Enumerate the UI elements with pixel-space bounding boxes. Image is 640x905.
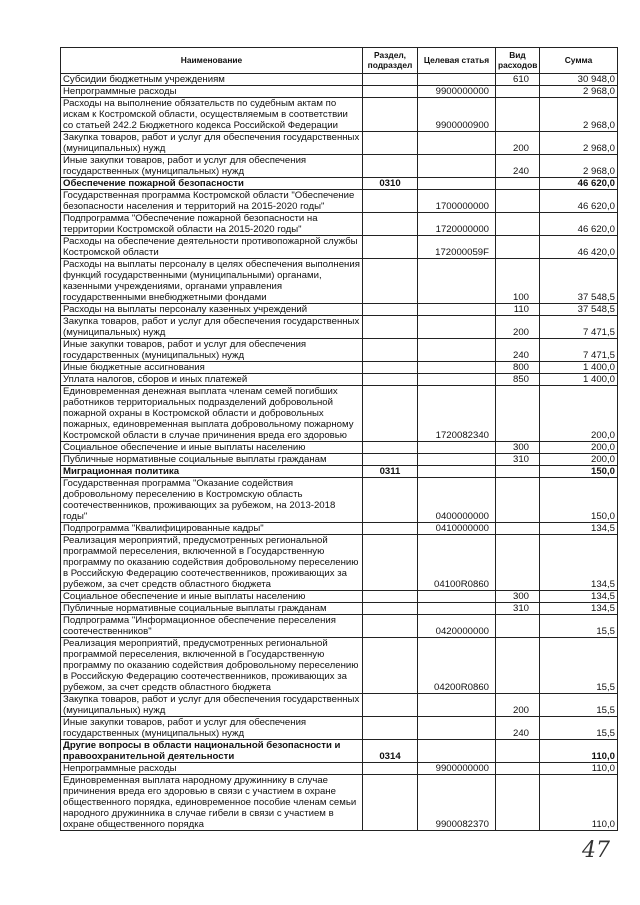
table-row	[61, 603, 618, 615]
cell-section	[363, 339, 418, 362]
table-row	[61, 362, 618, 374]
cell-section	[363, 478, 418, 523]
cell-name: Иные бюджетные ассигнования	[61, 362, 363, 374]
cell-sum: 46 420,0	[540, 236, 618, 259]
header-section: Раздел, подраздел	[363, 48, 418, 74]
table-row	[61, 178, 618, 190]
cell-section: 0314	[363, 740, 418, 763]
page-number: 47	[582, 838, 610, 863]
cell-sum: 110,0	[540, 740, 618, 763]
cell-name: Реализация мероприятий, предусмотренных региональной программой переселения, включенной в Государственную программу по оказанию содействия добровольному переселению в Российскую Федерацию соотечественников, проживающих за рубежом, за счет средств областного бюджета	[61, 638, 363, 694]
cell-target: 9900082370	[418, 775, 496, 831]
table-row	[61, 155, 618, 178]
cell-sum: 134,5	[540, 603, 618, 615]
cell-name: Социальное обеспечение и иные выплаты населению	[61, 442, 363, 454]
cell-sum: 37 548,5	[540, 259, 618, 304]
table-row	[61, 478, 618, 523]
cell-kind	[496, 478, 540, 523]
table-row	[61, 86, 618, 98]
cell-sum: 134,5	[540, 523, 618, 535]
table-row	[61, 717, 618, 740]
cell-section	[363, 316, 418, 339]
cell-target: 1720082340	[418, 386, 496, 442]
cell-sum: 110,0	[540, 775, 618, 831]
cell-section	[363, 775, 418, 831]
cell-section	[363, 763, 418, 775]
cell-name: Иные закупки товаров, работ и услуг для обеспечения государственных (муниципальных) нужд	[61, 155, 363, 178]
cell-target: 04200R0860	[418, 638, 496, 694]
cell-section	[363, 615, 418, 638]
cell-name: Другие вопросы в области национальной безопасности и правоохранительной деятельности	[61, 740, 363, 763]
cell-sum: 200,0	[540, 442, 618, 454]
cell-sum: 15,5	[540, 638, 618, 694]
cell-name: Единовременная выплата народному дружиннику в случае причинения вреда его здоровью в связи с участием в охране общественного порядка, единовременное пособие членам семьи народного дружинника в случае гибели в связи с участием в охране общественного порядка	[61, 775, 363, 831]
cell-target	[418, 132, 496, 155]
cell-section	[363, 442, 418, 454]
cell-kind: 300	[496, 442, 540, 454]
cell-target	[418, 178, 496, 190]
budget-table	[60, 47, 618, 831]
table-row	[61, 615, 618, 638]
cell-kind: 300	[496, 591, 540, 603]
cell-name: Закупка товаров, работ и услуг для обеспечения государственных (муниципальных) нужд	[61, 132, 363, 155]
cell-target	[418, 442, 496, 454]
table-row	[61, 190, 618, 213]
cell-sum: 1 400,0	[540, 374, 618, 386]
cell-name: Непрограммные расходы	[61, 86, 363, 98]
header-kind: Вид расходов	[496, 48, 540, 74]
document-page	[60, 47, 617, 831]
cell-name: Непрограммные расходы	[61, 763, 363, 775]
cell-name: Подпрограмма "Информационное обеспечение переселения соотечественников"	[61, 615, 363, 638]
table-row	[61, 259, 618, 304]
cell-kind	[496, 98, 540, 132]
cell-name: Иные закупки товаров, работ и услуг для обеспечения государственных (муниципальных) нужд	[61, 717, 363, 740]
cell-sum: 37 548,5	[540, 304, 618, 316]
cell-kind	[496, 763, 540, 775]
cell-section	[363, 74, 418, 86]
cell-sum: 134,5	[540, 591, 618, 603]
cell-section	[363, 603, 418, 615]
table-row	[61, 638, 618, 694]
cell-kind	[496, 386, 540, 442]
table-row	[61, 213, 618, 236]
cell-target	[418, 362, 496, 374]
cell-section	[363, 259, 418, 304]
cell-kind	[496, 236, 540, 259]
table-row	[61, 236, 618, 259]
table-header-row	[61, 48, 618, 74]
cell-sum: 15,5	[540, 717, 618, 740]
cell-kind: 110	[496, 304, 540, 316]
table-row	[61, 339, 618, 362]
cell-kind: 850	[496, 374, 540, 386]
cell-target	[418, 603, 496, 615]
cell-kind	[496, 775, 540, 831]
cell-target: 0410000000	[418, 523, 496, 535]
cell-name: Публичные нормативные социальные выплаты гражданам	[61, 603, 363, 615]
cell-name: Публичные нормативные социальные выплаты гражданам	[61, 454, 363, 466]
cell-target	[418, 339, 496, 362]
cell-section	[363, 454, 418, 466]
cell-sum: 46 620,0	[540, 178, 618, 190]
cell-sum: 2 968,0	[540, 155, 618, 178]
cell-name: Иные закупки товаров, работ и услуг для обеспечения государственных (муниципальных) нужд	[61, 339, 363, 362]
cell-sum: 15,5	[540, 694, 618, 717]
cell-section: 0311	[363, 466, 418, 478]
cell-section	[363, 374, 418, 386]
cell-target: 1720000000	[418, 213, 496, 236]
cell-kind	[496, 615, 540, 638]
table-row	[61, 466, 618, 478]
cell-kind: 200	[496, 132, 540, 155]
cell-target	[418, 740, 496, 763]
cell-kind	[496, 178, 540, 190]
cell-name: Расходы на обеспечение деятельности противопожарной службы Костромской области	[61, 236, 363, 259]
cell-name: Закупка товаров, работ и услуг для обеспечения государственных (муниципальных) нужд	[61, 316, 363, 339]
cell-section	[363, 362, 418, 374]
cell-target	[418, 74, 496, 86]
cell-target	[418, 259, 496, 304]
cell-sum: 2 968,0	[540, 132, 618, 155]
cell-sum: 7 471,5	[540, 339, 618, 362]
cell-kind: 310	[496, 603, 540, 615]
table-row	[61, 591, 618, 603]
cell-name: Государственная программа "Оказание содействия добровольному переселению в Костромскую область соотечественников, проживающих за рубежом, на 2013-2018 годы"	[61, 478, 363, 523]
cell-section	[363, 236, 418, 259]
table-body	[61, 74, 618, 831]
table-row	[61, 694, 618, 717]
cell-name: Подпрограмма "Квалифицированные кадры"	[61, 523, 363, 535]
cell-target: 1700000000	[418, 190, 496, 213]
cell-sum: 46 620,0	[540, 190, 618, 213]
cell-name: Расходы на выплаты персоналу в целях обеспечения выполнения функций государственными (муниципальными) органами, казенными учреждениями, органами управления государственными внебюджетными фондами	[61, 259, 363, 304]
cell-sum: 2 968,0	[540, 98, 618, 132]
cell-section	[363, 86, 418, 98]
cell-section	[363, 591, 418, 603]
cell-name: Обеспечение пожарной безопасности	[61, 178, 363, 190]
cell-sum: 7 471,5	[540, 316, 618, 339]
cell-name: Государственная программа Костромской области "Обеспечение безопасности населения и территорий на 2015-2020 годы"	[61, 190, 363, 213]
cell-name: Расходы на выполнение обязательств по судебным актам по искам к Костромской области, осуществляемым в соответствии со статьей 242.2 Бюджетного кодекса Российской Федерации	[61, 98, 363, 132]
cell-target	[418, 591, 496, 603]
cell-sum: 200,0	[540, 386, 618, 442]
cell-name: Уплата налогов, сборов и иных платежей	[61, 374, 363, 386]
cell-target	[418, 717, 496, 740]
cell-section	[363, 694, 418, 717]
cell-sum: 15,5	[540, 615, 618, 638]
cell-target: 0400000000	[418, 478, 496, 523]
cell-target	[418, 316, 496, 339]
cell-sum: 46 620,0	[540, 213, 618, 236]
table-row	[61, 535, 618, 591]
cell-target: 9900000000	[418, 763, 496, 775]
cell-section	[363, 213, 418, 236]
table-row	[61, 454, 618, 466]
cell-section	[363, 638, 418, 694]
cell-sum: 150,0	[540, 478, 618, 523]
table-row	[61, 442, 618, 454]
cell-kind	[496, 190, 540, 213]
cell-name: Субсидии бюджетным учреждениям	[61, 74, 363, 86]
cell-section: 0310	[363, 178, 418, 190]
cell-sum: 1 400,0	[540, 362, 618, 374]
header-name: Наименование	[61, 48, 363, 74]
cell-sum: 200,0	[540, 454, 618, 466]
cell-target: 9900000900	[418, 98, 496, 132]
cell-kind: 240	[496, 155, 540, 178]
table-row	[61, 98, 618, 132]
cell-target	[418, 694, 496, 717]
cell-section	[363, 132, 418, 155]
cell-target: 172000059F	[418, 236, 496, 259]
cell-kind	[496, 523, 540, 535]
cell-target: 04100R0860	[418, 535, 496, 591]
cell-section	[363, 523, 418, 535]
table-row	[61, 763, 618, 775]
cell-sum: 110,0	[540, 763, 618, 775]
table-row	[61, 74, 618, 86]
table-row	[61, 523, 618, 535]
cell-target	[418, 155, 496, 178]
cell-name: Расходы на выплаты персоналу казенных учреждений	[61, 304, 363, 316]
cell-sum: 150,0	[540, 466, 618, 478]
cell-name: Миграционная политика	[61, 466, 363, 478]
cell-sum: 30 948,0	[540, 74, 618, 86]
cell-kind: 240	[496, 717, 540, 740]
cell-section	[363, 386, 418, 442]
table-row	[61, 386, 618, 442]
table-row	[61, 775, 618, 831]
header-sum: Сумма	[540, 48, 618, 74]
cell-target: 9900000000	[418, 86, 496, 98]
table-row	[61, 304, 618, 316]
cell-kind: 240	[496, 339, 540, 362]
cell-section	[363, 304, 418, 316]
cell-section	[363, 717, 418, 740]
cell-section	[363, 155, 418, 178]
table-row	[61, 132, 618, 155]
cell-target	[418, 466, 496, 478]
cell-kind: 200	[496, 694, 540, 717]
table-row	[61, 374, 618, 386]
cell-kind: 200	[496, 316, 540, 339]
cell-kind	[496, 213, 540, 236]
cell-sum: 134,5	[540, 535, 618, 591]
cell-target	[418, 304, 496, 316]
cell-section	[363, 535, 418, 591]
header-target: Целевая статья	[418, 48, 496, 74]
cell-target	[418, 374, 496, 386]
cell-name: Закупка товаров, работ и услуг для обеспечения государственных (муниципальных) нужд	[61, 694, 363, 717]
table-row	[61, 316, 618, 339]
cell-kind: 100	[496, 259, 540, 304]
cell-name: Единовременная денежная выплата членам семей погибших работников территориальных подразделений добровольной пожарной охраны в Костромской области и добровольных пожарных, единовременная выплата добровольному пожарному Костромской области в случае причинения вреда его здоровью	[61, 386, 363, 442]
cell-section	[363, 190, 418, 213]
cell-target: 0420000000	[418, 615, 496, 638]
cell-kind	[496, 535, 540, 591]
cell-kind: 610	[496, 74, 540, 86]
cell-name: Подпрограмма "Обеспечение пожарной безопасности на территории Костромской области на 2015-2020 годы"	[61, 213, 363, 236]
cell-kind: 800	[496, 362, 540, 374]
cell-kind: 310	[496, 454, 540, 466]
cell-kind	[496, 638, 540, 694]
cell-kind	[496, 86, 540, 98]
cell-kind	[496, 740, 540, 763]
table-row	[61, 740, 618, 763]
cell-name: Реализация мероприятий, предусмотренных региональной программой переселения, включенной в Государственную программу по оказанию содействия добровольному переселению в Российскую Федерацию соотечественников, проживающих за рубежом, за счет средств областного бюджета	[61, 535, 363, 591]
cell-sum: 2 968,0	[540, 86, 618, 98]
cell-target	[418, 454, 496, 466]
cell-kind	[496, 466, 540, 478]
cell-section	[363, 98, 418, 132]
cell-name: Социальное обеспечение и иные выплаты населению	[61, 591, 363, 603]
